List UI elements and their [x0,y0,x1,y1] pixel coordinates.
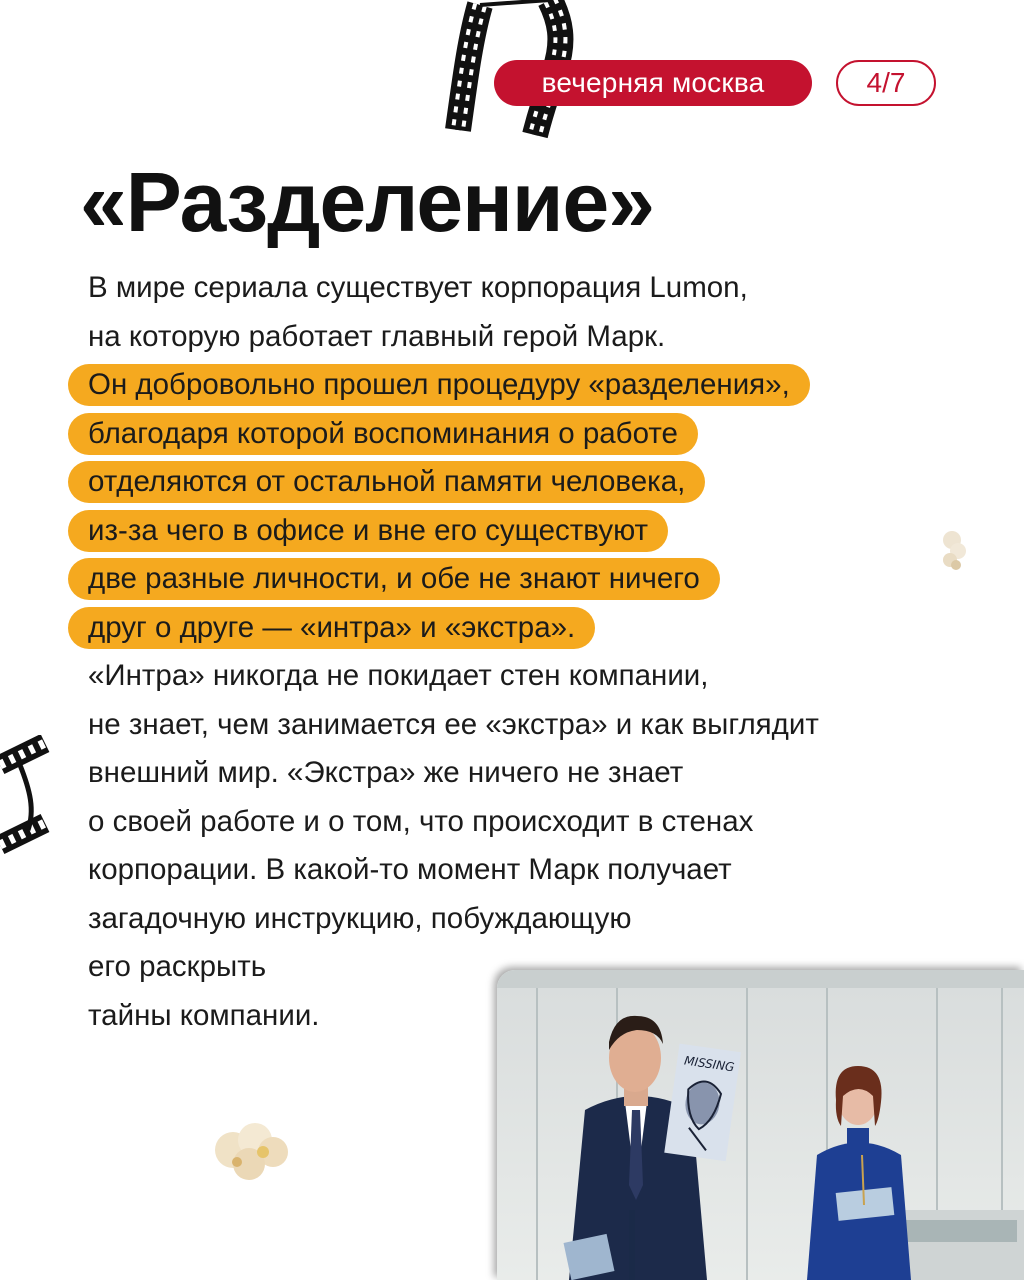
body-line: внешний мир. «Экстра» же ничего не знает [88,756,684,789]
brand-badge: вечерняя москва [494,60,812,106]
scene-illustration [497,970,1024,1280]
article-body [88,264,968,1040]
film-strip-icon [0,735,60,855]
highlighted-line: друг о друге — «интра» и «экстра». [88,604,968,653]
highlighted-line: Он добровольно прошел процедуру «разделения», [88,361,968,410]
scene-photo [497,970,1024,1280]
body-line: его раскрыть [88,950,267,983]
popcorn-icon [205,1112,305,1192]
highlighted-line: благодаря которой воспоминания о работе [88,410,968,459]
body-line: корпорации. В какой-то момент Марк получает [88,853,732,886]
body-line: В мире сериала существует корпорация Lumon, [88,271,748,304]
highlighted-line: отделяются от остальной памяти человека, [88,458,968,507]
popcorn-icon [938,515,968,585]
body-line: на которую работает главный герой Марк. [88,319,666,353]
page-title: «Разделение» [80,155,654,249]
highlighted-line: две разные личности, и обе не знают ничего [88,555,968,604]
body-line: тайны компании. [88,998,320,1032]
highlighted-line: из-за чего в офисе и вне его существуют [88,507,968,556]
body-line: загадочную инструкцию, побуждающую [88,901,632,935]
page-counter: 4/7 [836,60,936,106]
body-line: не знает, чем занимается ее «экстра» и как выглядит [88,707,819,741]
body-line: «Интра» никогда не покидает стен компании, [88,659,709,692]
body-line: о своей работе и о том, что происходит в стенах [88,804,754,838]
poster-text: MISSING [683,1053,736,1075]
